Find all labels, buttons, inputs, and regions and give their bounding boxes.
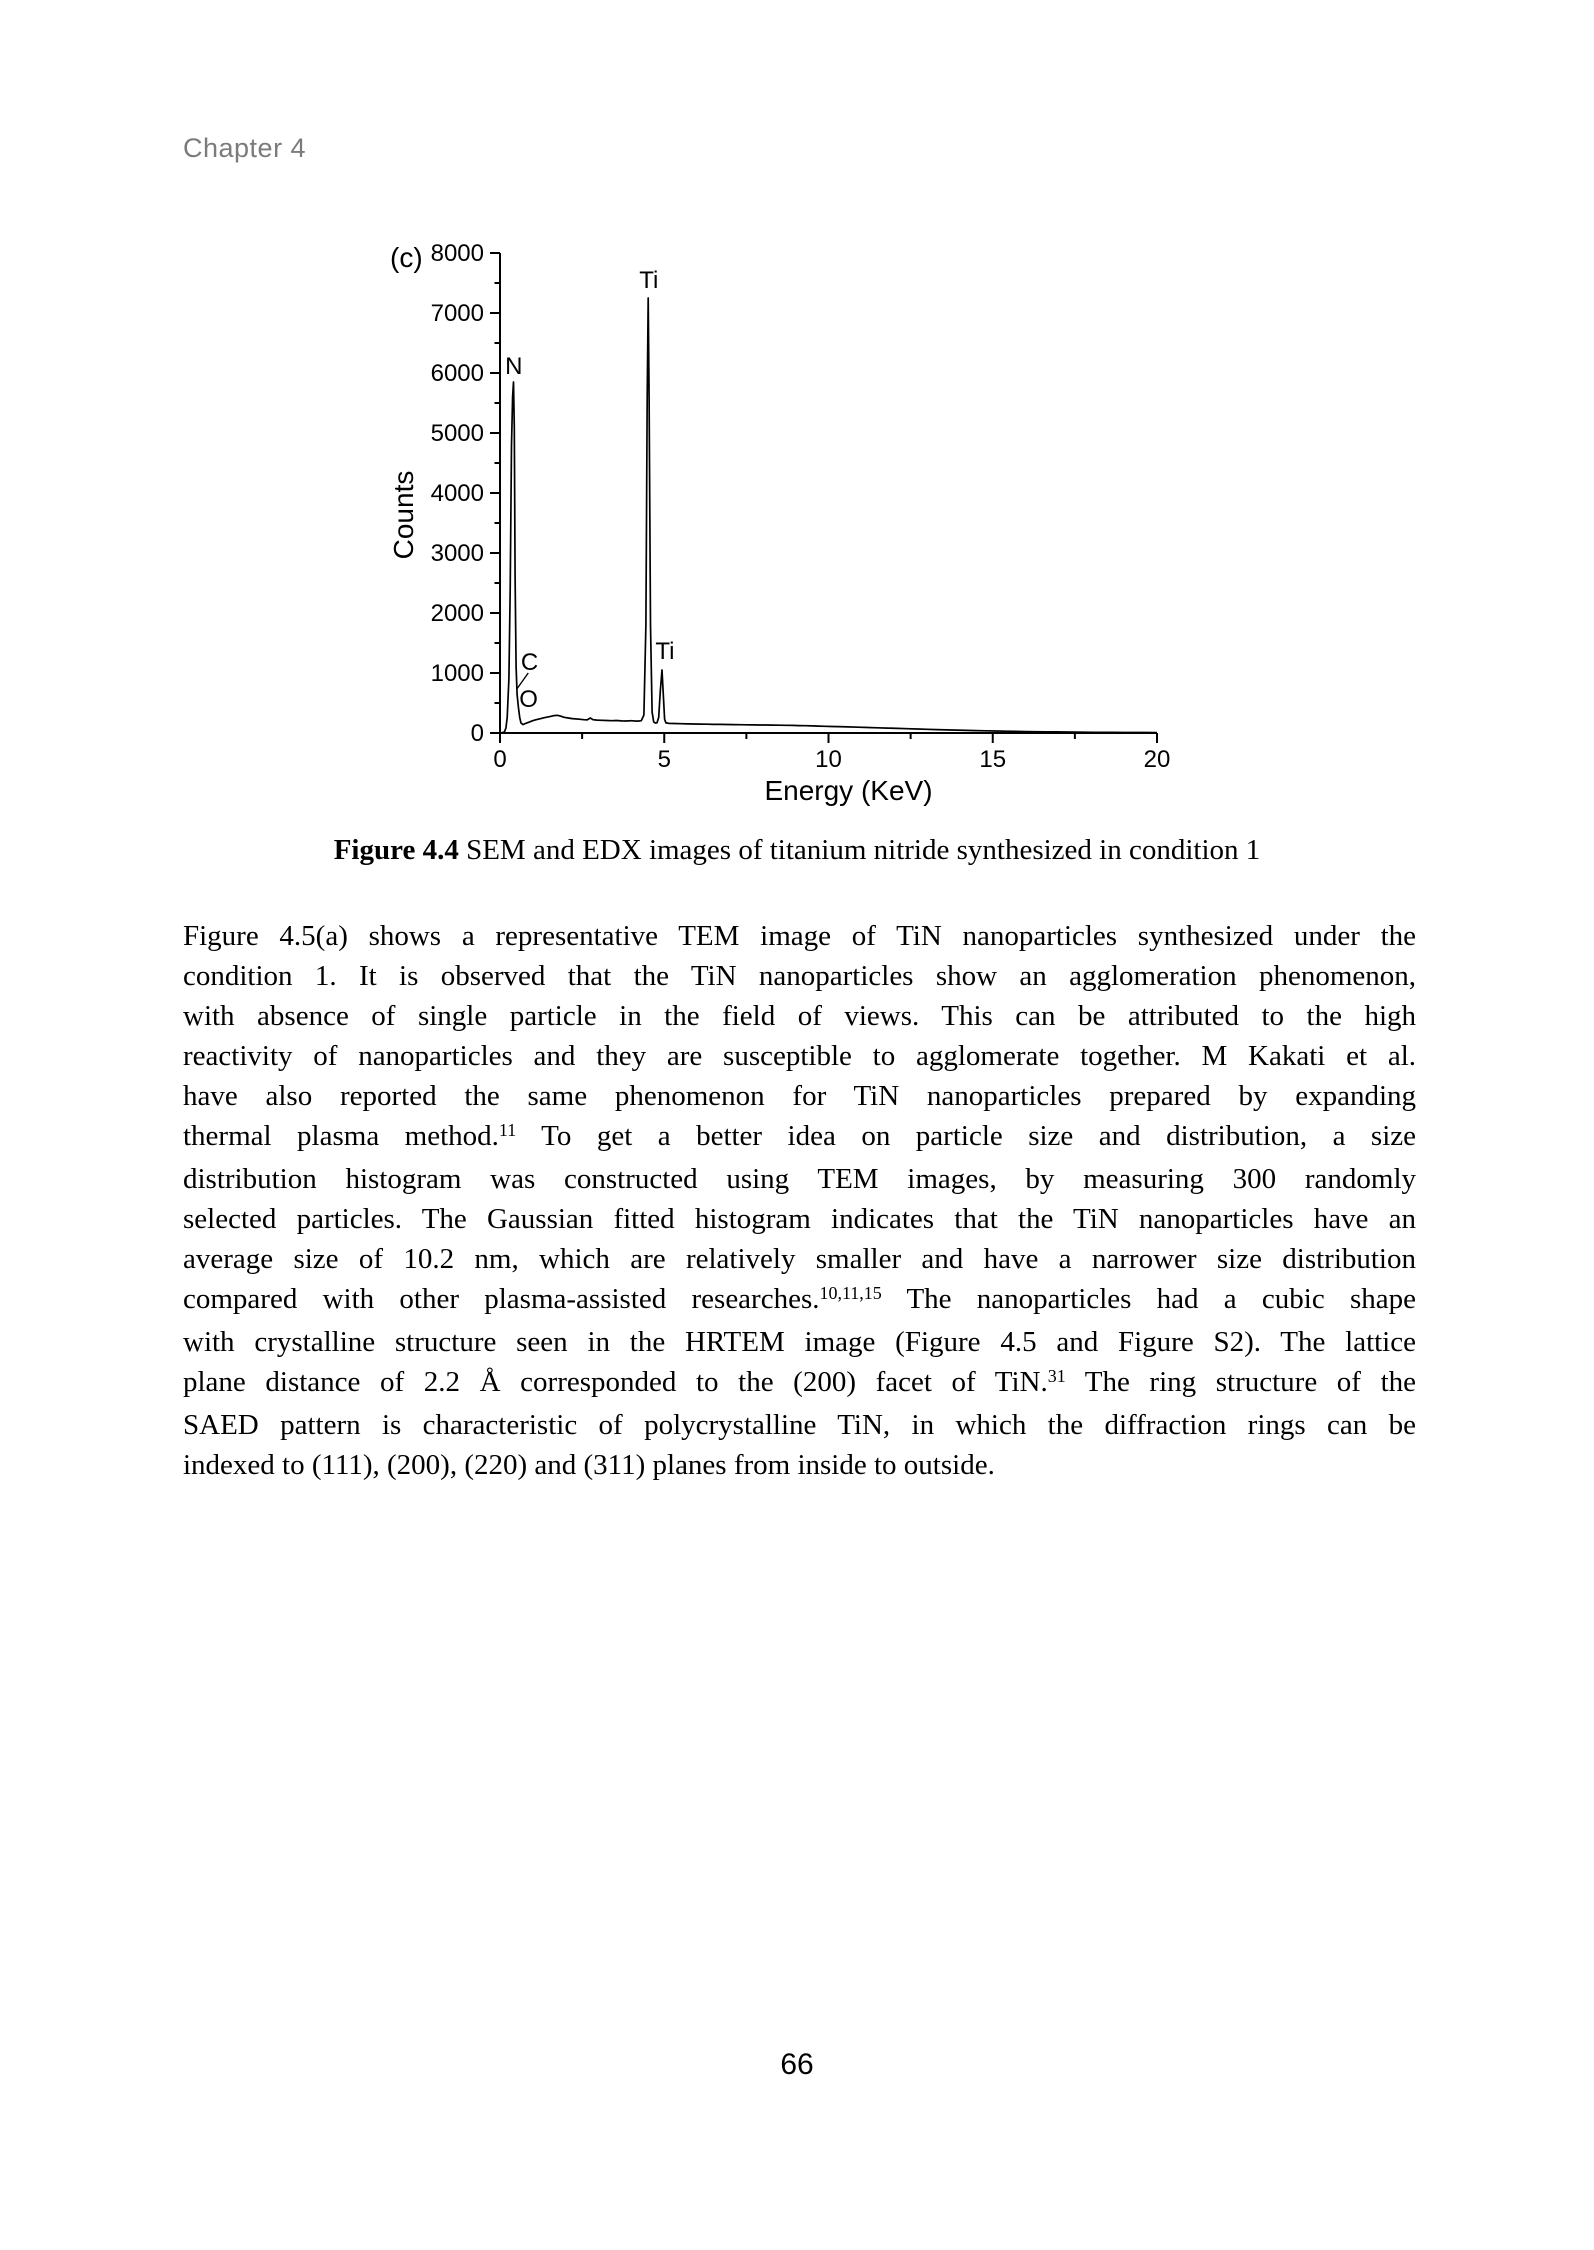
peak-label-C: C [520, 649, 539, 676]
citation-superscript: 10,11,15 [819, 1282, 882, 1303]
y-tick-label: 8000 [430, 240, 484, 267]
body-line: SAED pattern is characteristic of polycrystalline TiN, in which the diffraction rings can be [183, 1409, 1416, 1441]
x-tick-label: 5 [657, 746, 671, 773]
citation-superscript: 11 [498, 1119, 517, 1140]
y-tick-label: 5000 [430, 420, 484, 447]
body-line: Figure 4.5(a) shows a representative TEM image of TiN nanoparticles synthesized under the [183, 920, 1416, 952]
figure-caption-text: SEM and EDX images of titanium nitride synthesized in condition 1 [458, 834, 1261, 866]
x-tick-label: 20 [1143, 746, 1171, 773]
body-line: have also reported the same phenomenon for TiN nanoparticles prepared by expanding [183, 1080, 1416, 1112]
body-line: with crystalline structure seen in the HRTEM image (Figure 4.5 and Figure S2). The lattice [183, 1326, 1416, 1358]
peak-label-Ti: Ti [639, 266, 659, 294]
body-line: compared with other plasma-assisted researches.$^{10,11,15}$ The nanoparticles had a cubic shape [183, 1282, 1416, 1315]
citation-superscript: 31 [1047, 1365, 1066, 1386]
y-tick-label: 3000 [430, 540, 484, 567]
y-tick-label: 4000 [430, 480, 484, 507]
x-tick-label: 0 [493, 746, 507, 773]
spectrum-line [500, 298, 1157, 733]
x-axis-title: Energy (KeV) [764, 775, 933, 806]
body-line: thermal plasma method.$^{11}$ To get a better idea on particle size and distribution, a size [183, 1119, 1417, 1152]
body-line: selected particles. The Gaussian fitted histogram indicates that the TiN nanoparticles have an [183, 1203, 1416, 1235]
y-tick-label: 6000 [430, 360, 484, 387]
chapter-header: Chapter 4 [183, 133, 307, 163]
page-number: 66 [780, 2048, 814, 2081]
body-line: condition 1. It is observed that the TiN nanoparticles show an agglomeration phenomenon, [183, 960, 1416, 992]
peak-label-O: O [519, 686, 538, 714]
body-line: with absence of single particle in the field of views. This can be attributed to the high [183, 1000, 1416, 1032]
x-tick-label: 15 [979, 746, 1007, 773]
y-tick-label: 2000 [430, 600, 484, 627]
panel-label: (c) [390, 242, 423, 273]
axis-lines [500, 253, 1157, 733]
body-line: indexed to (111), (200), (220) and (311) planes from inside to outside. [183, 1449, 995, 1481]
body-line: average size of 10.2 nm, which are relatively smaller and have a narrower size distribution [183, 1243, 1416, 1275]
y-axis-title: Counts [388, 470, 419, 560]
body-line: distribution histogram was constructed using TEM images, by measuring 300 randomly [183, 1163, 1416, 1195]
body-line: plane distance of 2.2 Å corresponded to the (200) facet of TiN.$^{31}$ The ring structure of the [183, 1365, 1416, 1398]
y-tick-label: 7000 [430, 300, 484, 327]
x-tick-label: 10 [815, 746, 842, 773]
y-tick-label: 1000 [430, 660, 484, 687]
body-line: reactivity of nanoparticles and they are susceptible to agglomerate together. M Kakati et al. [183, 1040, 1416, 1072]
peak-label-Ti: Ti [655, 638, 675, 666]
edx-spectrum-chart [350, 215, 1230, 830]
y-tick-label: 0 [470, 720, 484, 747]
edx-spectrum-svg [350, 215, 1230, 830]
peak-label-N: N [505, 353, 523, 381]
figure-caption [0, 834, 1594, 867]
body-paragraph [183, 916, 1416, 1485]
figure-caption-number: Figure 4.4 [333, 834, 459, 866]
